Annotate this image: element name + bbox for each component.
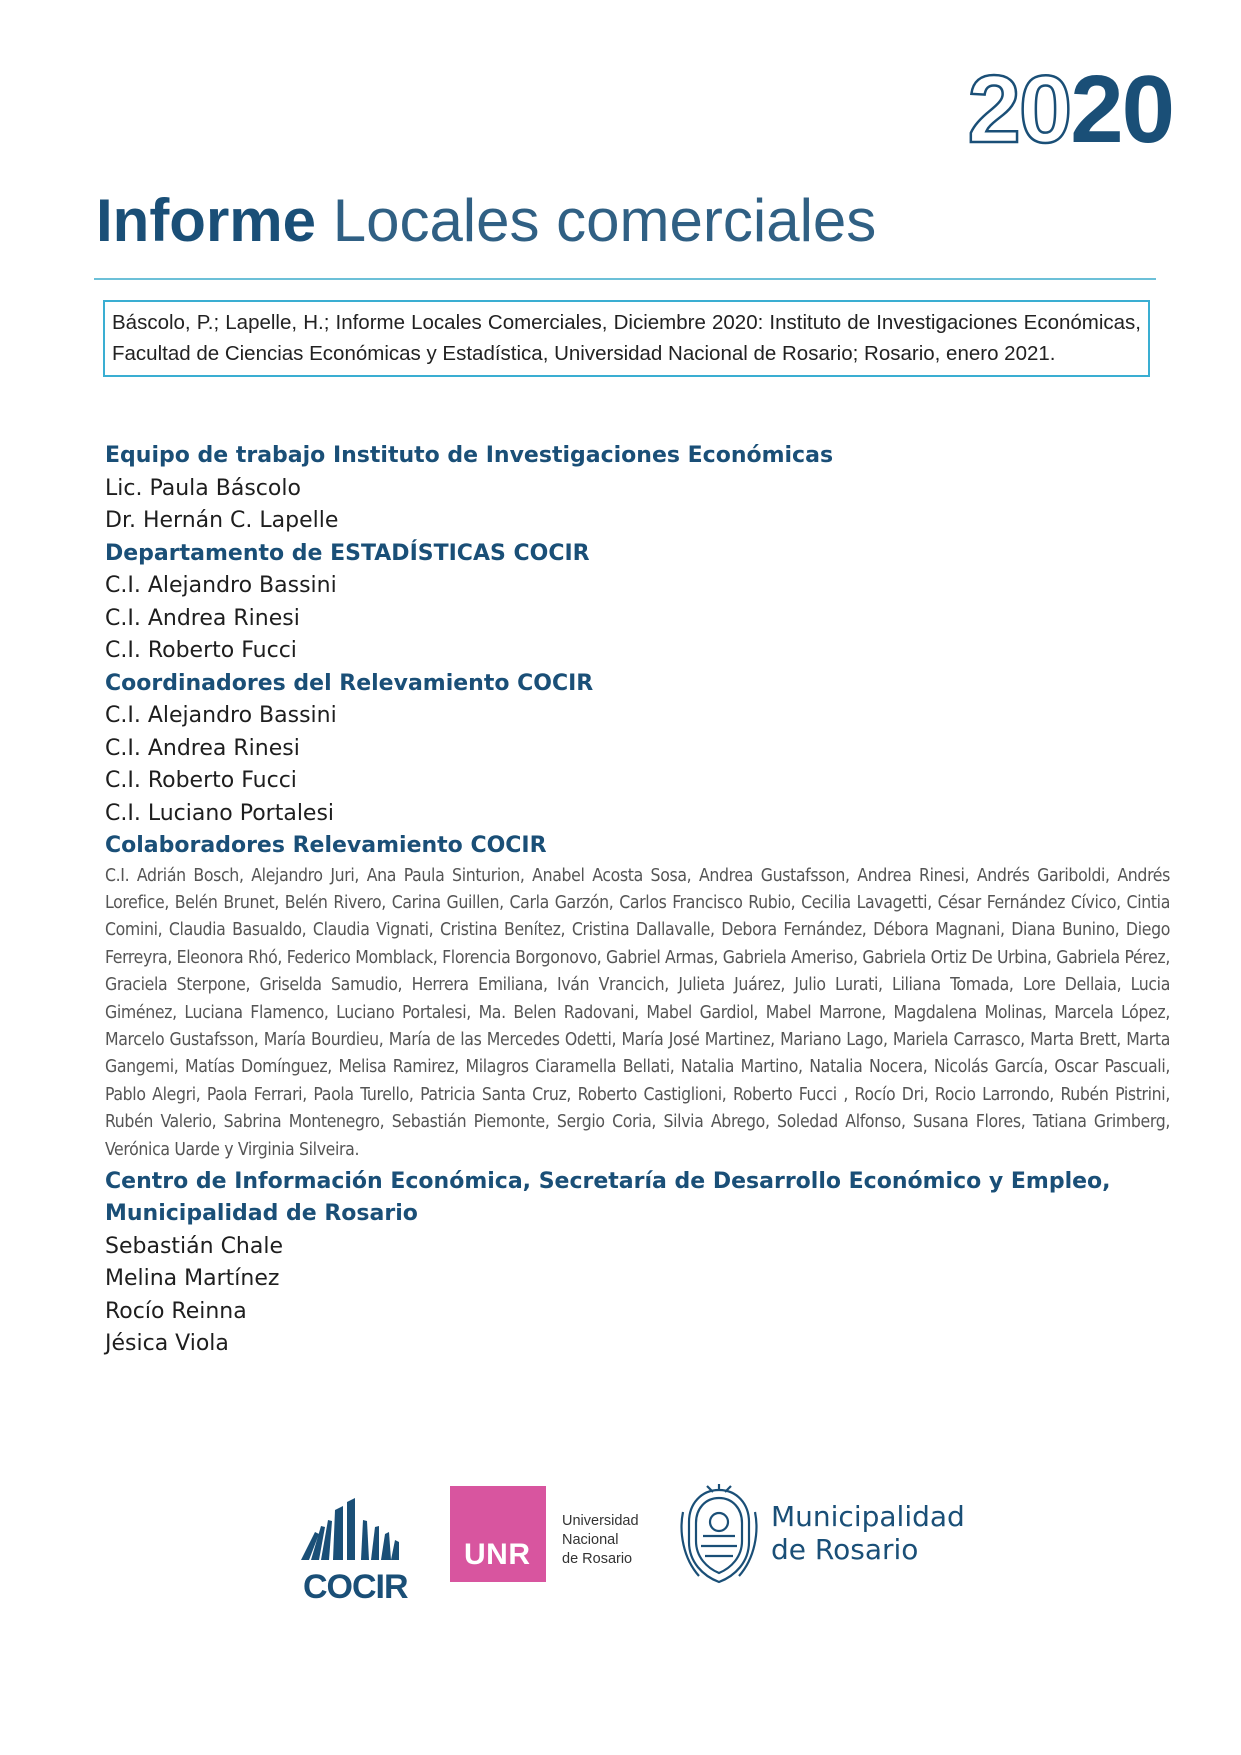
unr-name-line: Nacional: [562, 1532, 619, 1548]
rosario-seal-icon: [677, 1482, 761, 1588]
person: C.I. Alejandro Bassini: [105, 573, 337, 598]
section-title-estadisticas: Departamento de ESTADÍSTICAS COCIR: [105, 540, 590, 566]
title-divider: [94, 278, 1156, 280]
year-solid-part: 20: [1070, 56, 1173, 163]
unr-logo: [450, 1486, 546, 1582]
colaboradores-list: C.I. Adrián Bosch, Alejandro Juri, Ana Paula Sinturion, Anabel Acosta Sosa, Andrea Gustafsson, Andrea Rinesi, Andrés Gariboldi, Andrés Lorefice, Belén Brunet, Belén Rivero, Carina Guillen, Carla Garzón, Carlos Francisco Rubio, Cecilia Lavagetti, César Fernández Cívico, Cintia Comini, Claudia Basualdo, Claudia Vignati, Cristina Benítez, Cristina Dallavalle, Debora Fernández, Débora Magnani, Diana Bunino, Diego Ferreyra, Eleonora Rhó, Federico Momblack, Florencia Borgonovo, Gabriel Armas, Gabriela Amerisо, Gabriela Ortiz De Urbina, Gabriela Pérez, Graciela Sterpone, Griselda Samudio, Herrera Emiliana, Iván Vrancich, Julieta Juárez, Julio Lurati, Liliana Tomada, Lore Dellaia, Lucia Giménez, Luciana Flamenco, Luciano Portalesi, Ma. Belen Radovani, Mabel Gardiol, Mabel Marrone, Magdalena Molinas, Marcela López, Marcelo Gustafsson, María Bourdieu, María de las Mercedes Odetti, María José Martinez, Mariano Lago, Mariela Carrasco, Marta Brett, Marta Gangemi, Matías Domínguez, Melisa Ramirez, Milagros Ciaramella Bellati, Natalia Martino, Natalia Nocera, Nicolás García, Oscar Pascuali, Pablo Alegri, Paola Ferrari, Paola Turello, Patricia Santa Cruz, Roberto Castiglioni, Roberto Fucci , Rocío Dri, Rocio Larrondo, Rubén Pistrini, Rubén Valerio, Sabrina Montenegro, Sebastián Piemonte, Sergio Coria, Silvia Abrego, Soledad Alfonso, Susana Flores, Tatiana Grimberg, Verónica Uarde y Virginia Silveira.: [105, 865, 1170, 1160]
unr-logo-text: UNR: [464, 1538, 531, 1571]
section-title-centro: Centro de Información Económica, Secretaría de Desarrollo Económico y Empleo, Municipalidad de Rosario: [105, 1168, 1111, 1227]
section-title-coordinadores: Coordinadores del Relevamiento COCIR: [105, 670, 594, 696]
page-title: [96, 188, 876, 254]
person: C.I. Andrea Rinesi: [105, 605, 300, 631]
person: Dr. Hernán C. Lapelle: [105, 508, 339, 533]
person: C.I. Roberto Fucci: [105, 638, 297, 663]
municipalidad-name-line: de Rosario: [771, 1533, 919, 1566]
person: Sebastián Chale: [105, 1233, 283, 1259]
municipalidad-name: [771, 1500, 965, 1566]
section-title-colaboradores: Colaboradores Relevamiento COCIR: [105, 833, 547, 858]
cocir-logo: [295, 1492, 408, 1606]
logo-bar: [295, 1482, 995, 1606]
person: C.I. Roberto Fucci: [105, 768, 297, 793]
year-outline-part: 20: [967, 56, 1071, 163]
year-2020: [967, 56, 1173, 163]
person: C.I. Alejandro Bassini: [105, 703, 337, 728]
person: Rocío Reinna: [105, 1298, 247, 1324]
person: C.I. Luciano Portalesi: [105, 800, 335, 826]
title-strong: Informe: [96, 187, 317, 254]
person: Jésica Viola: [105, 1331, 229, 1357]
person: Melina Martínez: [105, 1266, 280, 1292]
cocir-logo-text: COCIR: [303, 1568, 408, 1606]
municipalidad-name-line: Municipalidad: [771, 1500, 965, 1533]
section-title-equipo: Equipo de trabajo Instituto de Investigaciones Económicas: [105, 443, 834, 468]
title-light: Locales comerciales: [332, 187, 877, 254]
person: Lic. Paula Báscolo: [105, 475, 301, 501]
citation-box: Báscolo, P.; Lapelle, H.; Informe Locales Comerciales, Diciembre 2020: Instituto de Investigaciones Económicas, Facultad de Ciencias Económicas y Estadística, Universidad Nacional de Rosario; Rosario, enero 2021.: [103, 300, 1150, 377]
unr-name-line: de Rosario: [562, 1551, 633, 1567]
cocir-logo-icon: [295, 1492, 407, 1572]
rosario-seal: [677, 1482, 761, 1588]
unr-name-line: Universidad: [562, 1513, 639, 1529]
unr-name: [562, 1512, 639, 1569]
credits-section: [105, 440, 1170, 1361]
person: C.I. Andrea Rinesi: [105, 735, 300, 761]
